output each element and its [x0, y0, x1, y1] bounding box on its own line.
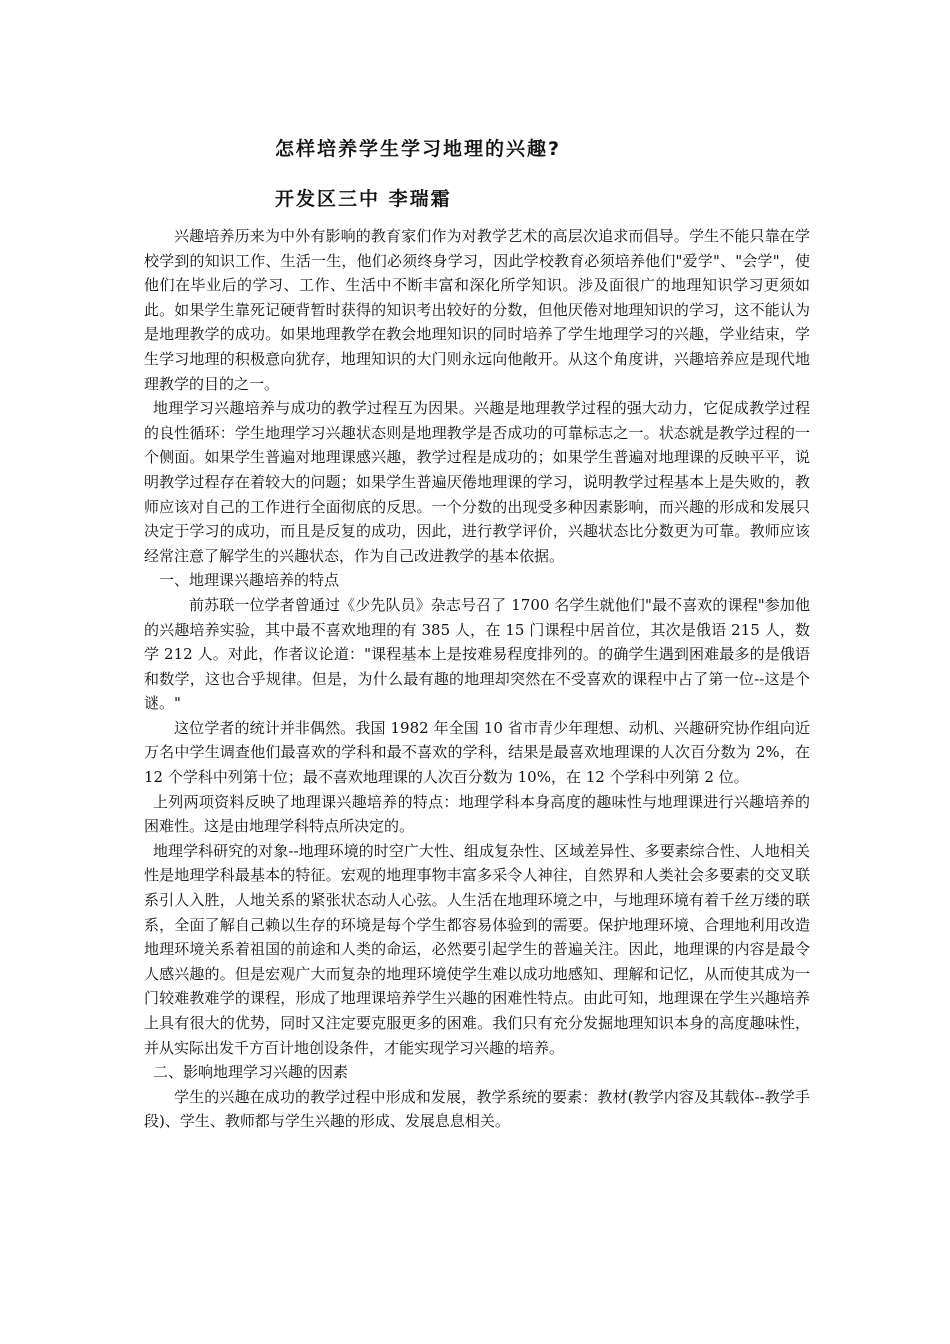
paragraph-causality: 地理学习兴趣培养与成功的教学过程互为因果。兴趣是地理教学过程的强大动力，它促成教学过程的良性循环：学生地理学习兴趣状态则是地理教学是否成功的可靠标志之一。状态就是教学过程的一个侧面。如果学生普遍对地理课感兴趣，教学过程是成功的；如果学生普遍对地理课的反映平平，说明教学过程存在着较大的问题；如果学生普遍厌倦地理课的学习，说明教学过程基本上是失败的，教师应该对自己的工作进行全面彻底的反思。一个分数的出现受多种因素影响，而兴趣的形成和发展只决定于学习的成功，而且是反复的成功，因此，进行教学评价，兴趣状态比分数更为可靠。教师应该经常注意了解学生的兴趣状态，作为自己改进教学的基本依据。 — [144, 399, 810, 565]
paragraph-geography-features: 地理学科研究的对象--地理环境的时空广大性、组成复杂性、区域差异性、多要素综合性、人地相关性是地理学科最基本的特征。宏观的地理事物丰富多采令人神往，自然界和人类社会多要素的交叉联系引人入胜，人地关系的紧张状态动人心弦。人生活在地理环境之中，与地理环境有着千丝万缕的联系，全面了解自己赖以生存的环境是每个学生都容易体验到的需要。保护地理环境、合理地利用改造地理环境关系着祖国的前途和人类的命运，必然要引起学生的普遍关注。因此，地理课的内容是最令人感兴趣的。但是宏观广大而复杂的地理环境使学生难以成功地感知、理解和记忆，从而使其成为一门较难教难学的课程，形成了地理课培养学生兴趣的困难性特点。由此可知，地理课在学生兴趣培养上具有很大的优势，同时又注定要克服更多的困难。我们只有充分发掘地理知识本身的高度趣味性，并从实际出发千方百计地创设条件，才能实现学习兴趣的培养。 — [144, 841, 810, 1057]
section-heading-1: 一、地理课兴趣培养的特点 — [159, 571, 340, 590]
document-body — [144, 224, 810, 1134]
paragraph-china-survey: 这位学者的统计并非偶然。我国 1982 年全国 10 省市青少年理想、动机、兴趣研究协作组向近万名中学生调查他们最喜欢的学科和最不喜欢的学科，结果是最喜欢地理课的人次百分数为 2%，在 12 个学科中列第十位；最不喜欢地理课的人次百分数为 10%，在 12 个学科中列第 2 位。 — [144, 718, 810, 787]
section-heading-2: 二、影响地理学习兴趣的因素 — [153, 1063, 349, 1082]
paragraph-intro: 兴趣培养历来为中外有影响的教育家们作为对教学艺术的高层次追求而倡导。学生不能只靠在学校学到的知识工作、生活一生，他们必须终身学习，因此学校教育必须培养他们"爱学"、"会学"，使他们在毕业后的学习、工作、生活中不断丰富和深化所学知识。涉及面很广的地理知识学习更须如此。如果学生靠死记硬背暂时获得的知识考出较好的分数，但他厌倦对地理知识的学习，这不能认为是地理教学的成功。如果地理教学在教会地理知识的同时培养了学生地理学习的兴趣，学业结束，学生学习地理的积极意向犹存，地理知识的大门则永远向他敞开。从这个角度讲，兴趣培养应是现代地理教学的目的之一。 — [144, 227, 810, 393]
paragraph-soviet-survey: 前苏联一位学者曾通过《少先队员》杂志号召了 1700 名学生就他们"最不喜欢的课程"参加他的兴趣培养实验，其中最不喜欢地理的有 385 人，在 15 门课程中居首位，其次是俄语 215 人，数学 212 人。对此，作者议论道："课程基本上是按难易程度排列的。的确学生遇到困难最多的是俄语和数学，这也合乎规律。但是，为什么最有趣的地理却突然在不受喜欢的课程中占了第一位--这是个谜。" — [144, 595, 810, 713]
document-title: 怎样培养学生学习地理的兴趣? — [275, 138, 562, 160]
paragraph-characteristics: 上列两项资料反映了地理课兴趣培养的特点：地理学科本身高度的趣味性与地理课进行兴趣培养的困难性。这是由地理学科特点所决定的。 — [144, 792, 810, 836]
document-author: 开发区三中 李瑞霜 — [275, 188, 452, 210]
paragraph-factors: 学生的兴趣在成功的教学过程中形成和发展，教学系统的要素：教材(教学内容及其载体--教学手段)、学生、教师都与学生兴趣的形成、发展息息相关。 — [144, 1087, 810, 1131]
